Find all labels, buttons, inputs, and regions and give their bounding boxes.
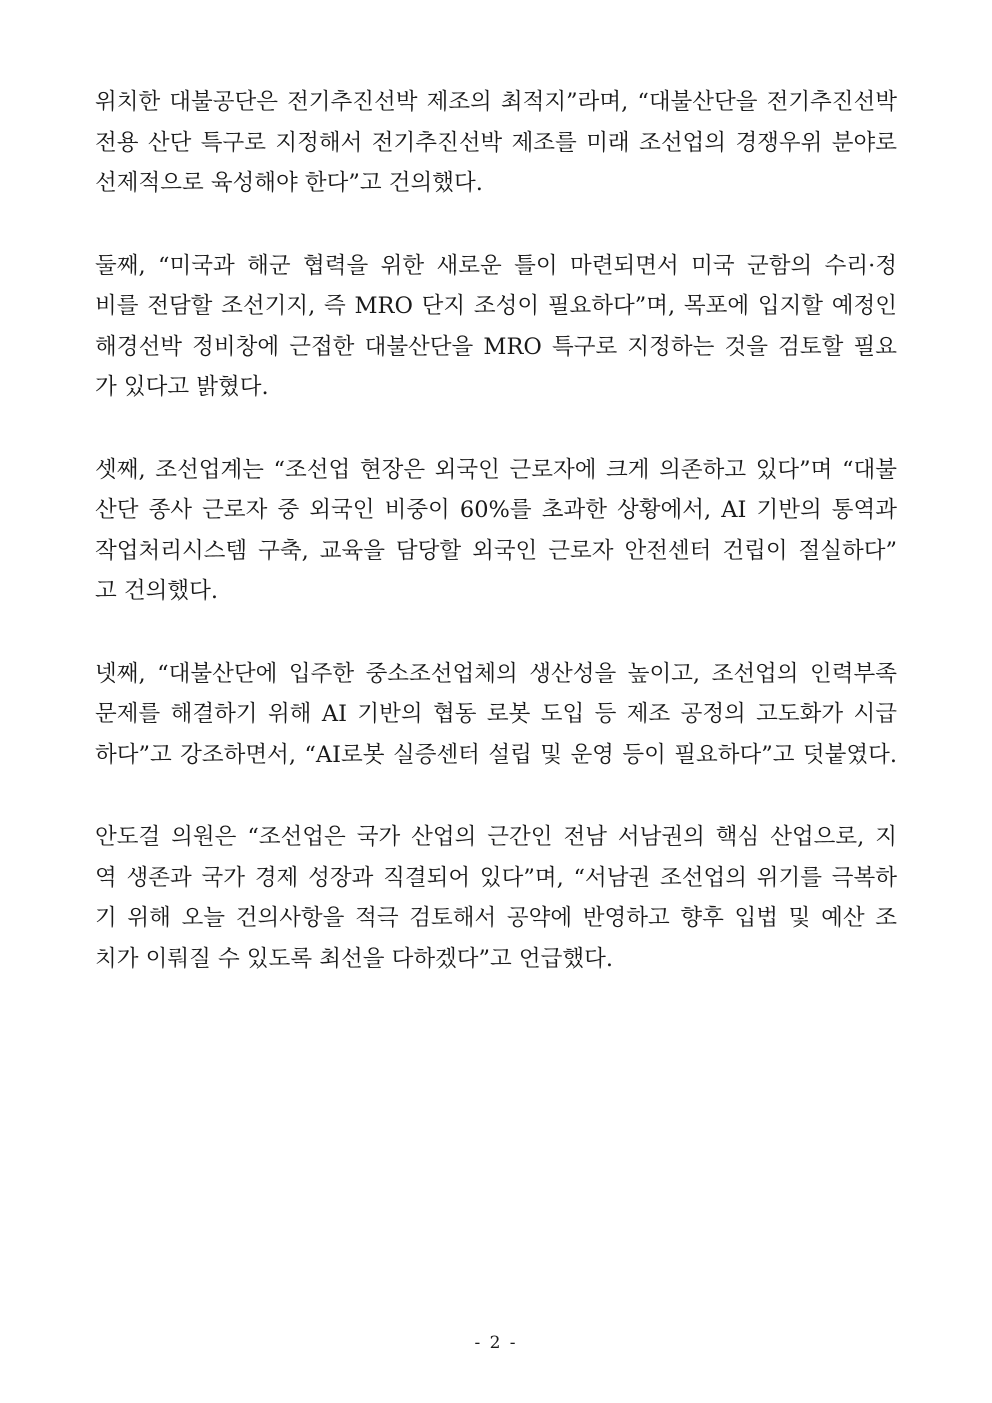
paragraph-third [95, 450, 897, 612]
paragraph-closing [95, 817, 897, 979]
text-line: 하다”고 강조하면서, “AI로봇 실증센터 설립 및 운영 등이 필요하다”고 덧붙였다. [95, 741, 897, 768]
text-line: 역 생존과 국가 경제 성장과 직결되어 있다”며, “서남권 조선업의 위기를 극복하 [95, 864, 897, 891]
text-line: 비를 전담할 조선기지, 즉 MRO 단지 조성이 필요하다”며, 목포에 입지할 예정인 [95, 293, 897, 319]
document-body [95, 82, 897, 1021]
text-line: 치가 이뤄질 수 있도록 최선을 다하겠다”고 언급했다. [95, 945, 614, 972]
text-line: 선제적으로 육성해야 한다”고 건의했다. [95, 170, 483, 196]
paragraph-fourth [95, 654, 897, 776]
text-line: 기 위해 오늘 건의사항을 적극 검토해서 공약에 반영하고 향후 입법 및 예산 조 [95, 905, 897, 931]
text-line: 산단 종사 근로자 중 외국인 비중이 60%를 초과한 상황에서, AI 기반의 통역과 [95, 497, 897, 523]
paragraph-continuation [95, 82, 897, 204]
text-line: 위치한 대불공단은 전기추진선박 제조의 최적지”라며, “대불산단을 전기추진선박 [95, 89, 897, 115]
paragraph-second [95, 246, 897, 408]
text-line: 해경선박 정비창에 근접한 대불산단을 MRO 특구로 지정하는 것을 검토할 필요 [95, 333, 897, 360]
text-line: 문제를 해결하기 위해 AI 기반의 협동 로봇 도입 등 제조 공정의 고도화가 시급 [95, 701, 897, 727]
text-line: 가 있다고 밝혔다. [95, 374, 269, 400]
text-line: 안도걸 의원은 “조선업은 국가 산업의 근간인 전남 서남권의 핵심 산업으로, 지 [95, 824, 897, 850]
text-line: 둘째, “미국과 해군 협력을 위한 새로운 틀이 마련되면서 미국 군함의 수리·정 [95, 252, 897, 279]
text-line: 전용 산단 특구로 지정해서 전기추진선박 제조를 미래 조선업의 경쟁우위 분야로 [95, 129, 897, 156]
text-line: 고 건의했다. [95, 578, 218, 604]
text-line: 작업처리시스템 구축, 교육을 담당할 외국인 근로자 안전센터 건립이 절실하다” [95, 537, 897, 564]
page-number: - 2 - [474, 1333, 518, 1353]
text-line: 넷째, “대불산단에 입주한 중소조선업체의 생산성을 높이고, 조선업의 인력부족 [95, 660, 897, 687]
text-line: 셋째, 조선업계는 “조선업 현장은 외국인 근로자에 크게 의존하고 있다”며 “대불 [95, 456, 897, 483]
